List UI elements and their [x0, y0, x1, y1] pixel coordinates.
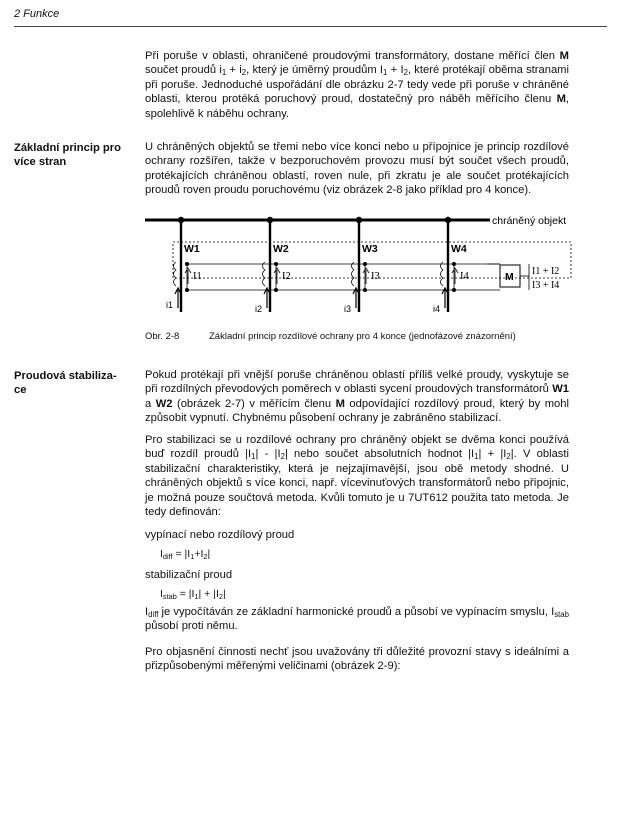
section1-paragraph: U chráněných objektů se třemi nebo více konci nebo u přípojnice je princip rozdílové ochrany rozšířen, takže v bezporuchovém provozu musí být součet všech proudů, protékajících chráněnou oblastí, roven nule, při zkratu je ale součet protékajících proudů roven proudu poruchovému (viz obrázek 2-8 jako příklad pro 4 konce). — [145, 141, 569, 197]
stabilization-paragraph-1: Pokud protékají při vnější poruše chráněnou oblastí příliš velké proudy, vyskytuje se při rozdílných převodových poměrech v oblasti sycení proudových transformátorů W1 a W2 (obrázek 2-7) v měřícím členu M odpovídající rozdílový proud, který by mohl způsobit vypnutí. Chybnému působení ochrany je zabráněno stabilizací. — [145, 369, 569, 425]
I3-label: I3 — [371, 271, 380, 282]
caption-text: Základní princip rozdílové ochrany pro 4 konce (jednofázové znázornění) — [209, 331, 516, 342]
stab-current-label: stabilizační proud — [145, 569, 233, 581]
trip-current-label: vypínací nebo rozdílový proud — [145, 529, 295, 541]
i1-label: i1 — [166, 300, 174, 310]
stabilization-paragraph-4: Pro objasnění činnosti nechť jsou uvažovány tři důležité provozní stavy s ideálními a přizpůsobenými měřenými veličinami (obrázek 2-9): — [145, 646, 569, 673]
w4-label: W4 — [451, 243, 467, 255]
chapter-header: 2 Funkce — [14, 8, 60, 20]
I1-label: I1 — [193, 271, 202, 282]
w1-label: W1 — [184, 243, 200, 255]
figure-caption — [145, 331, 585, 342]
i4-label: i4 — [433, 304, 441, 314]
stabilization-paragraph-2: Pro stabilizaci se u rozdílové ochrany pro chráněný objekt se dvěma konci používá buď rozdíl proudů $|I_1| - |I_2|$ nebo součet absolutních hodnot $|I_1| + |I_2|$. V oblasti stabilizační charakteristiky, která je nejzajímavější, jsou obě metody shodné. U chráněných objektů s více konci, např. vícevinuťových transformátorů nebo přípojnic, je možná pouze součtová metoda. Kvůli tomuto je u 7UT612 použita tato metoda. Je tedy definován: — [145, 434, 569, 519]
formula-idiff: $I_{diff} = |I_1+I_2|$ — [160, 548, 211, 561]
header-rule — [14, 26, 607, 27]
figure-diagram — [145, 212, 577, 324]
w2-label: W2 — [273, 243, 289, 255]
caption-number: Obr. 2-8 — [145, 331, 180, 342]
I2-label: I2 — [282, 271, 291, 282]
i2-label: i2 — [255, 304, 263, 314]
stabilization-paragraph-3: $I_{diff}$ je vypočítáván ze základní harmonické proudů a působí ve vypínacím smyslu, $I_{stab}$ působí proti němu. — [145, 606, 569, 633]
w3-label: W3 — [362, 243, 378, 255]
i3-label: i3 — [344, 304, 352, 314]
intro-paragraph: Při poruše v oblasti, ohraničené proudovými transformátory, dostane měřící člen M součet proudů $i_1 + i_2$, který je úměrný proudům $I_1 + I_2$, které protékají oběma stranami při poruše. Jednoduché uspořádání dle obrázku 2-7 tedy vede při poruše v chráněné oblasti, kterou protéká poruchový proud, dostatečný pro náběh měřícího členu M, spolehlivě k náběhu ochrany. — [145, 50, 569, 120]
section-title-multi-end: Základní princip pro více stran — [14, 142, 121, 168]
meter-label: M — [505, 271, 514, 283]
I4-label: I4 — [460, 271, 469, 282]
section-title-stabilization: Proudová stabiliza- ce — [14, 370, 117, 396]
protected-object-label: chráněný objekt — [492, 215, 567, 227]
formula-istab: $I_{stab} = |I_1| + |I_2|$ — [160, 588, 226, 601]
sum-top: I1 + I2 — [532, 266, 560, 277]
sum-bottom: I3 + I4 — [532, 280, 560, 291]
